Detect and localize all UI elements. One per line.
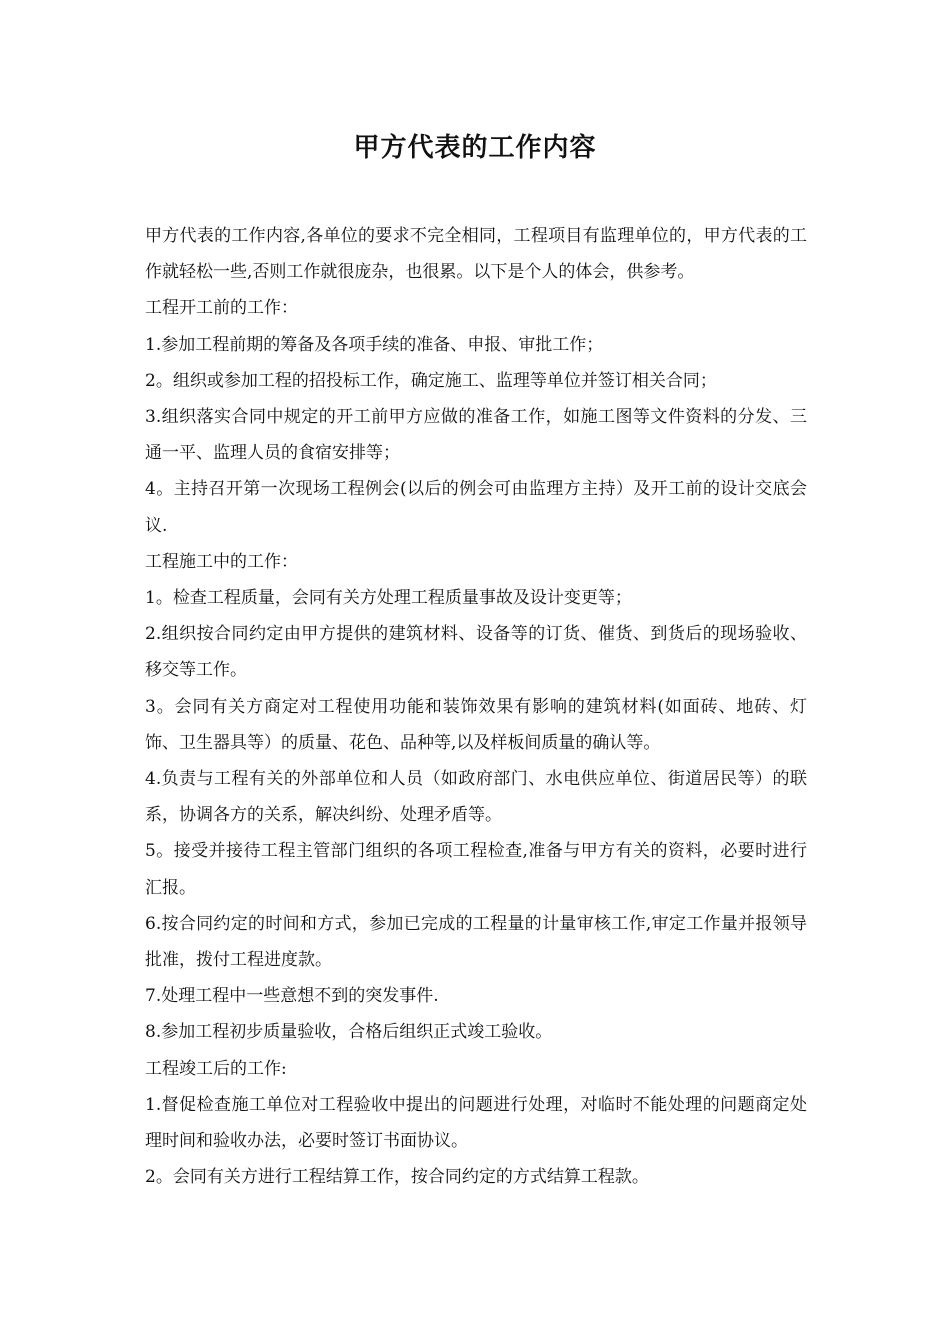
list-item: 2。组织或参加工程的招投标工作，确定施工、监理等单位并签订相关合同； xyxy=(145,370,717,391)
section-heading-during-construction: 工程施工中的工作： xyxy=(145,551,298,572)
list-item: 8.参加工程初步质量验收，合格后组织正式竣工验收。 xyxy=(145,1022,553,1043)
list-item: 1.参加工程前期的筹备及各项手续的准备、申报、审批工作； xyxy=(145,334,604,355)
list-item: 4.负责与工程有关的外部单位和人员（如政府部门、水电供应单位、街道居民等）的联系，协调各方的关系，解决纠纷、处理矛盾等。 xyxy=(145,769,807,826)
paragraph-intro: 甲方代表的工作内容,各单位的要求不完全相同，工程项目有监理单位的，甲方代表的工作就轻松一些,否则工作就很庞杂，也很累。以下是个人的体会，供参考。 xyxy=(145,226,807,283)
document-body xyxy=(145,218,807,1195)
list-item: 2.组织按合同约定由甲方提供的建筑材料、设备等的订货、催货、到货后的现场验收、移交等工作。 xyxy=(145,624,807,681)
list-item: 2。会同有关方进行工程结算工作，按合同约定的方式结算工程款。 xyxy=(145,1167,649,1188)
list-item: 1.督促检查施工单位对工程验收中提出的问题进行处理，对临时不能处理的问题商定处理时间和验收办法，必要时签订书面协议。 xyxy=(145,1094,807,1152)
section-heading-before-start: 工程开工前的工作： xyxy=(145,298,298,319)
document-title: 甲方代表的工作内容 xyxy=(353,133,597,163)
list-item: 6.按合同约定的时间和方式，参加已完成的工程量的计量审核工作,审定工作量并报领导批准，拨付工程进度款。 xyxy=(145,913,807,971)
list-item: 3.组织落实合同中规定的开工前甲方应做的准备工作，如施工图等文件资料的分发、三通一平、监理人员的食宿安排等； xyxy=(145,407,807,464)
list-item: 7.处理工程中一些意想不到的突发事件. xyxy=(145,986,439,1007)
section-heading-after-completion: 工程竣工后的工作: xyxy=(145,1058,287,1079)
list-item: 1。检查工程质量，会同有关方处理工程质量事故及设计变更等； xyxy=(145,588,632,609)
list-item: 4。主持召开第一次现场工程例会(以后的例会可由监理方主持）及开工前的设计交底会议. xyxy=(145,479,807,536)
list-item: 5。接受并接待工程主管部门组织的各项工程检查,准备与甲方有关的资料，必要时进行汇报。 xyxy=(145,841,807,898)
list-item: 3。会同有关方商定对工程使用功能和装饰效果有影响的建筑材料(如面砖、地砖、灯饰、卫生器具等）的质量、花色、品种等,以及样板间质量的确认等。 xyxy=(145,696,807,753)
